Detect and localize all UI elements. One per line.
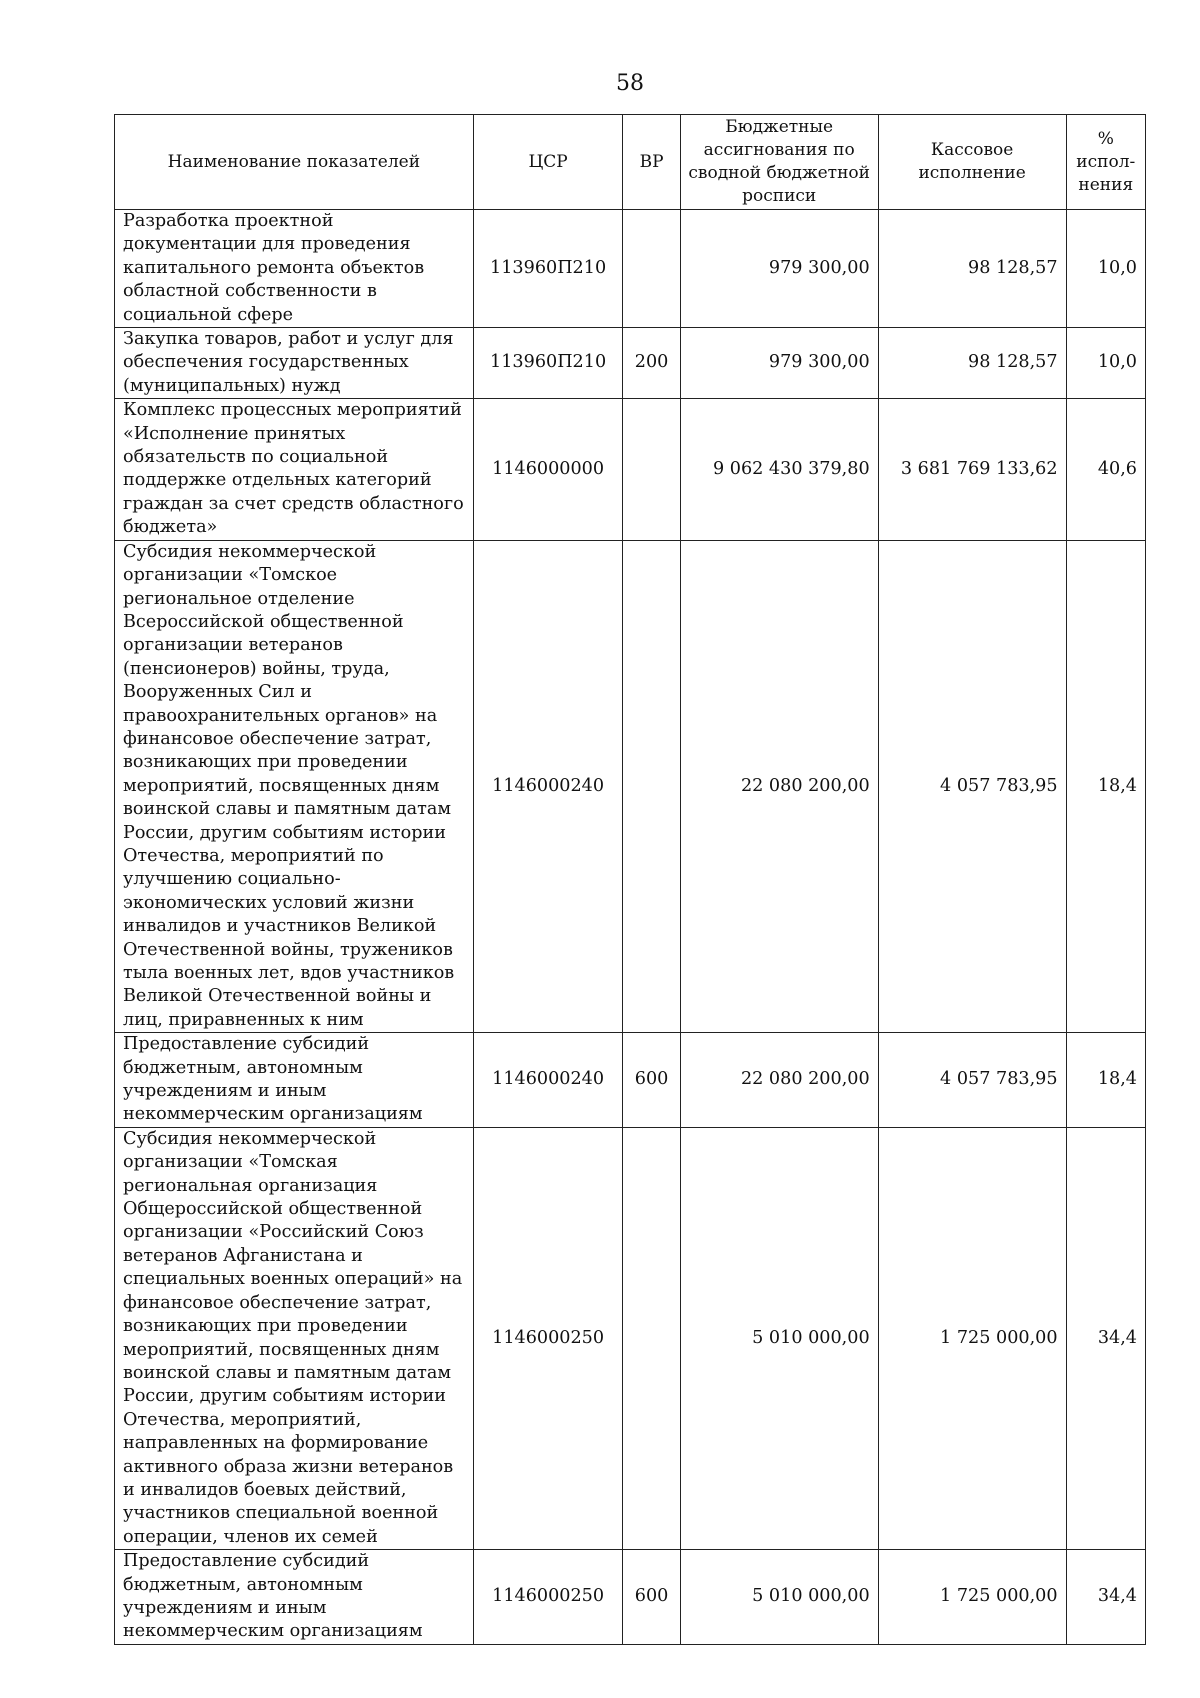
row-csr: 113960П210 [473, 210, 623, 328]
row-budget: 5 010 000,00 [680, 1127, 878, 1549]
header-name: Наименование показателей [115, 115, 474, 210]
row-pct: 18,4 [1066, 1033, 1145, 1128]
header-pct: % испол-нения [1066, 115, 1145, 210]
row-csr: 113960П210 [473, 328, 623, 399]
row-cash: 3 681 769 133,62 [878, 399, 1066, 540]
table-header-row [115, 115, 1146, 210]
row-name: Комплекс процессных мероприятий «Исполнение принятых обязательств по социальной поддержке отдельных категорий граждан за счет средств областного бюджета» [115, 399, 474, 540]
row-vr [623, 1127, 680, 1549]
row-name: Предоставление субсидий бюджетным, автономным учреждениям и иным некоммерческим организациям [115, 1550, 474, 1645]
row-budget: 9 062 430 379,80 [680, 399, 878, 540]
row-vr [623, 210, 680, 328]
row-vr [623, 399, 680, 540]
row-vr: 200 [623, 328, 680, 399]
row-vr: 600 [623, 1033, 680, 1128]
row-csr: 1146000000 [473, 399, 623, 540]
row-csr: 1146000240 [473, 1033, 623, 1128]
table-row [115, 210, 1146, 328]
row-pct: 34,4 [1066, 1550, 1145, 1645]
table-row [115, 1550, 1146, 1645]
row-budget: 22 080 200,00 [680, 540, 878, 1033]
table-row [115, 1033, 1146, 1128]
header-budget: Бюджетные ассигнования по сводной бюджетной росписи [680, 115, 878, 210]
row-name: Закупка товаров, работ и услуг для обеспечения государственных (муниципальных) нужд [115, 328, 474, 399]
table-row [115, 1127, 1146, 1549]
header-csr: ЦСР [473, 115, 623, 210]
row-cash: 1 725 000,00 [878, 1127, 1066, 1549]
row-csr: 1146000240 [473, 540, 623, 1033]
row-name: Предоставление субсидий бюджетным, автономным учреждениям и иным некоммерческим организациям [115, 1033, 474, 1128]
table-row [115, 328, 1146, 399]
row-budget: 979 300,00 [680, 210, 878, 328]
header-cash: Кассовое исполнение [878, 115, 1066, 210]
page-number: 58 [616, 71, 644, 96]
row-pct: 18,4 [1066, 540, 1145, 1033]
budget-execution-table [114, 114, 1146, 1645]
row-budget: 22 080 200,00 [680, 1033, 878, 1128]
row-csr: 1146000250 [473, 1550, 623, 1645]
row-name: Субсидия некоммерческой организации «Томское региональное отделение Всероссийской общественной организации ветеранов (пенсионеров) войны, труда, Вооруженных Сил и правоохранительных органов» на финансовое обеспечение затрат, возникающих при проведении мероприятий, посвященных дням воинской славы и памятным датам России, другим событиям истории Отечества, мероприятий по улучшению социально-экономических условий жизни инвалидов и участников Великой Отечественной войны, тружеников тыла военных лет, вдов участников Великой Отечественной войны и лиц, приравненных к ним [115, 540, 474, 1033]
row-vr [623, 540, 680, 1033]
row-cash: 98 128,57 [878, 328, 1066, 399]
row-cash: 98 128,57 [878, 210, 1066, 328]
row-cash: 1 725 000,00 [878, 1550, 1066, 1645]
row-pct: 10,0 [1066, 328, 1145, 399]
row-cash: 4 057 783,95 [878, 1033, 1066, 1128]
header-vr: ВР [623, 115, 680, 210]
table-row [115, 399, 1146, 540]
row-pct: 10,0 [1066, 210, 1145, 328]
row-budget: 979 300,00 [680, 328, 878, 399]
row-cash: 4 057 783,95 [878, 540, 1066, 1033]
row-name: Субсидия некоммерческой организации «Томская региональная организация Общероссийской общественной организации «Российский Союз ветеранов Афганистана и специальных военных операций» на финансовое обеспечение затрат, возникающих при проведении мероприятий, посвященных дням воинской славы и памятным датам России, другим событиям истории Отечества, мероприятий, направленных на формирование активного образа жизни ветеранов и инвалидов боевых действий, участников специальной военной операции, членов их семей [115, 1127, 474, 1549]
row-csr: 1146000250 [473, 1127, 623, 1549]
row-vr: 600 [623, 1550, 680, 1645]
row-pct: 40,6 [1066, 399, 1145, 540]
table-row [115, 540, 1146, 1033]
row-pct: 34,4 [1066, 1127, 1145, 1549]
row-budget: 5 010 000,00 [680, 1550, 878, 1645]
row-name: Разработка проектной документации для проведения капитального ремонта объектов областной собственности в социальной сфере [115, 210, 474, 328]
